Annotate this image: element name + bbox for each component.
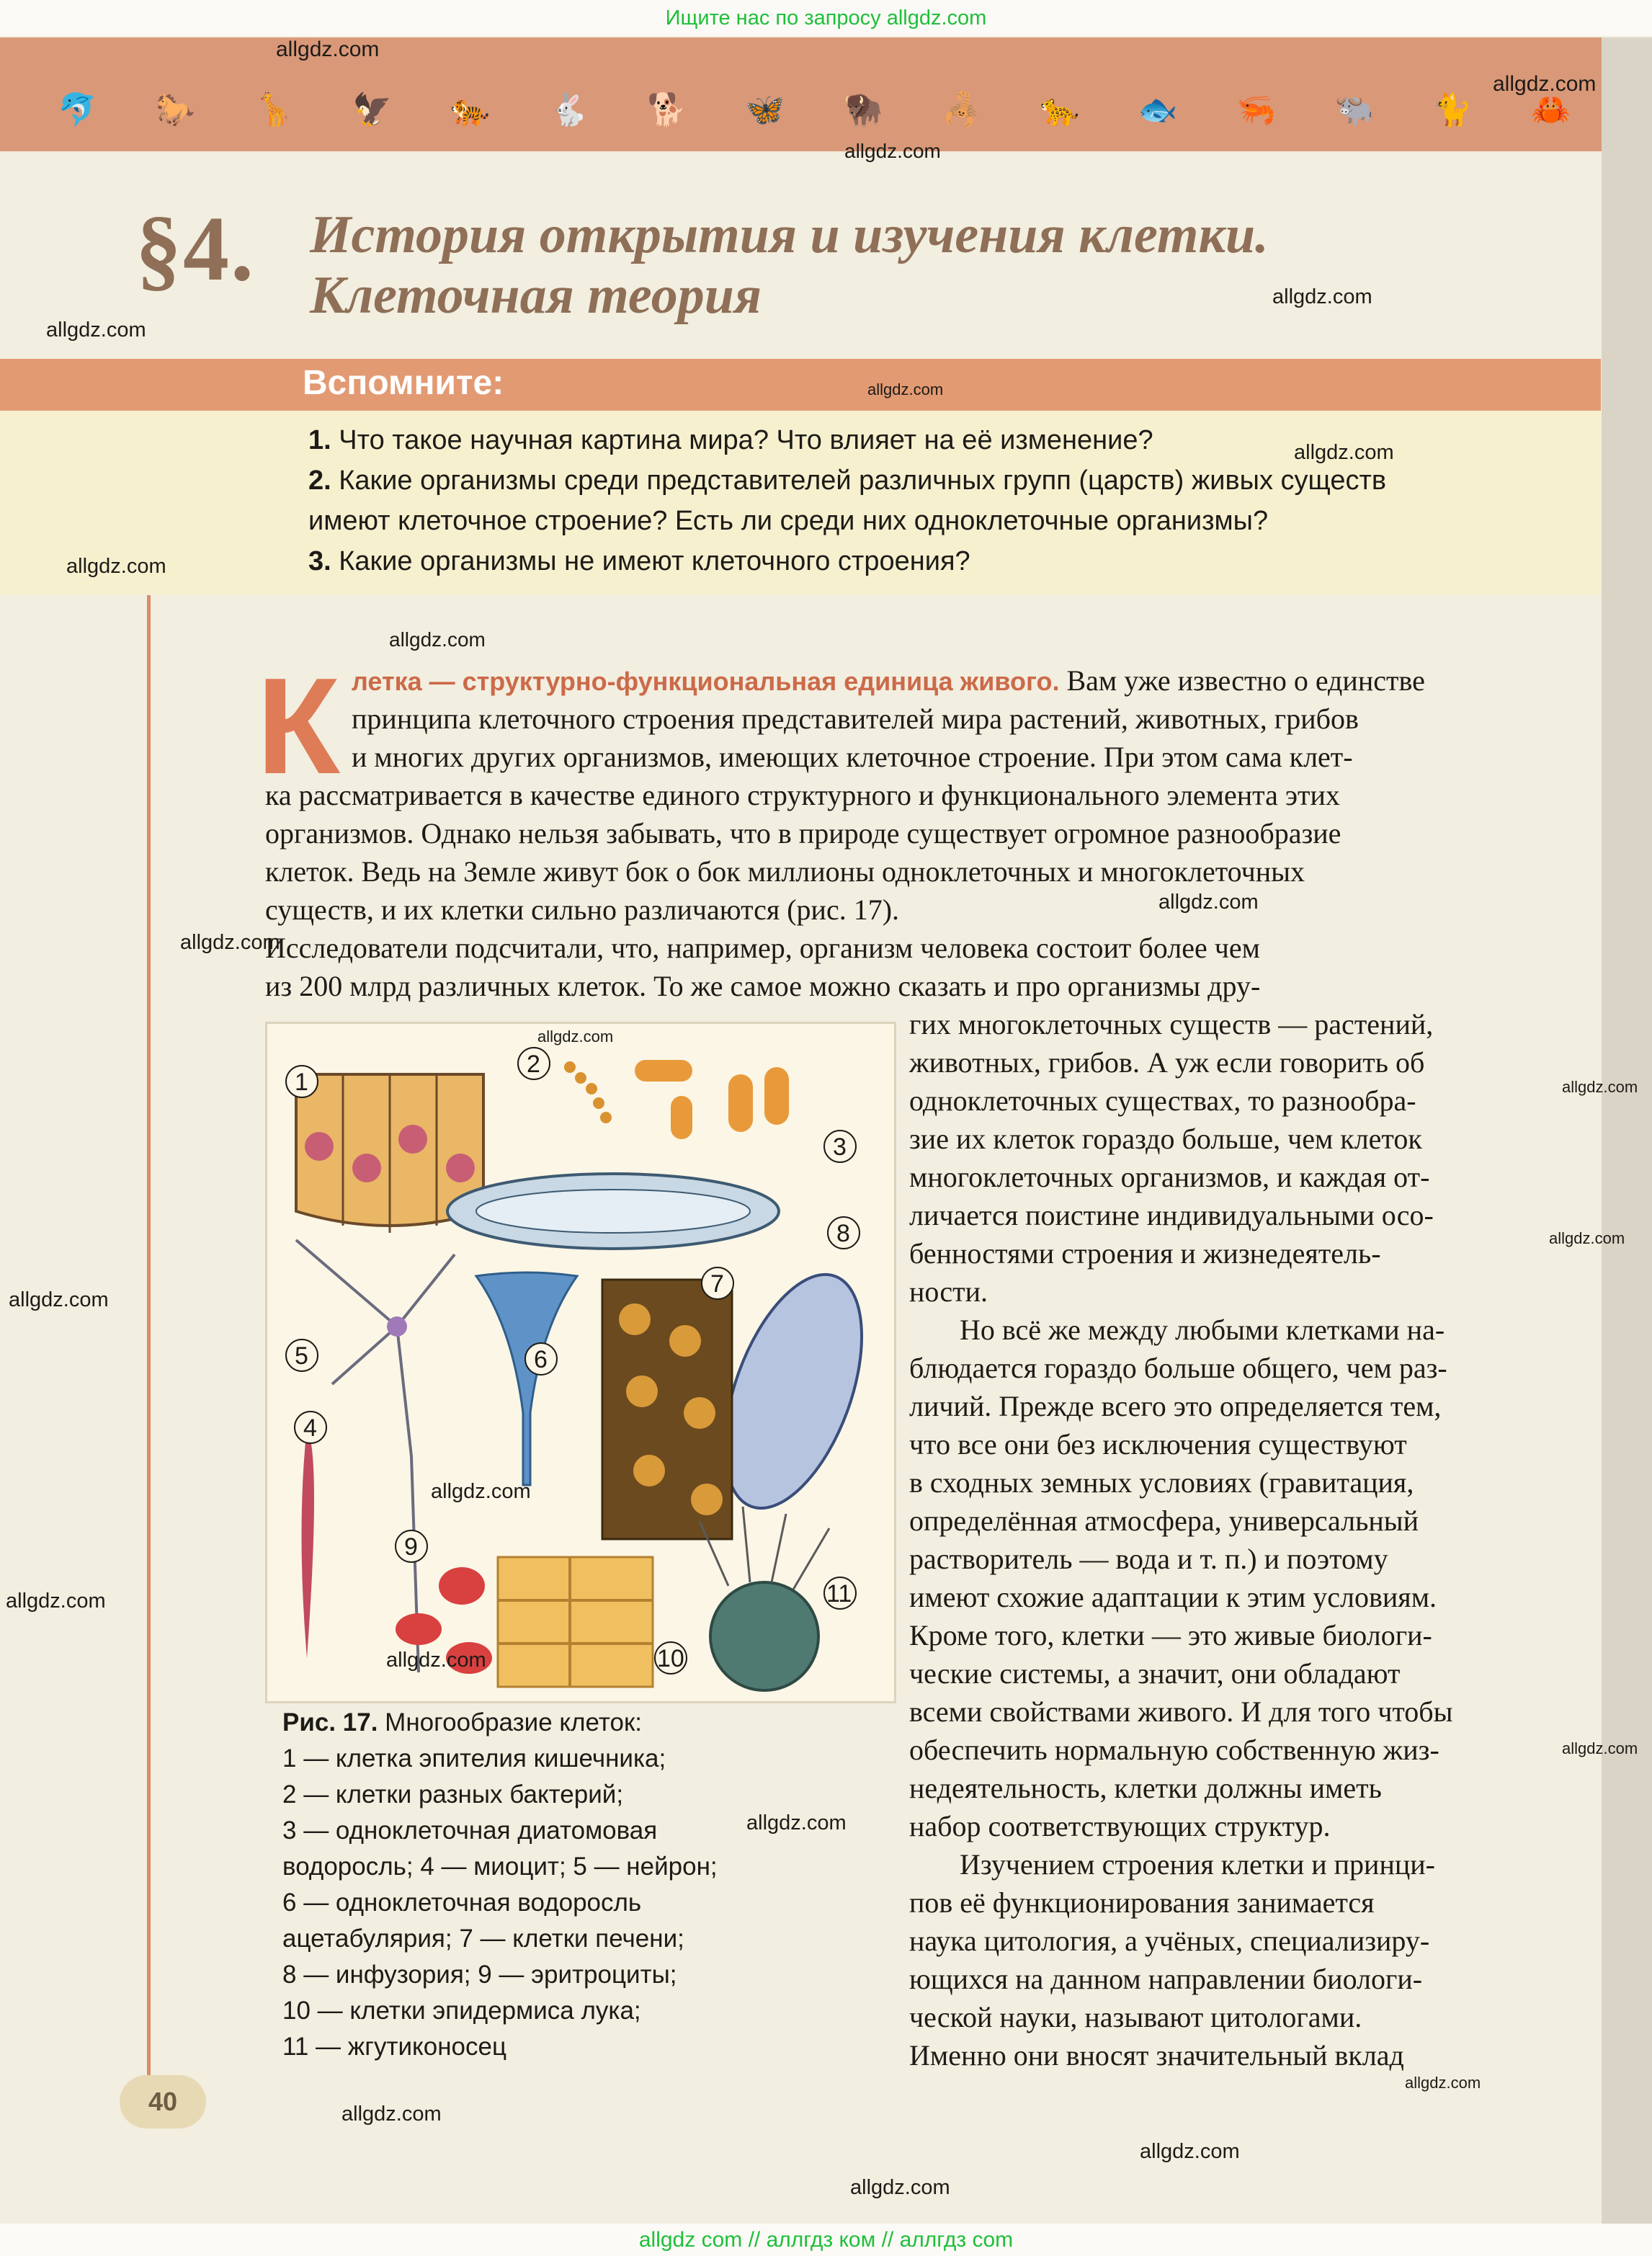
figure-caption — [282, 1705, 888, 2065]
remember-questions — [0, 411, 1601, 594]
decorative-band — [0, 37, 1652, 151]
section-number: §4. — [135, 197, 255, 300]
watermark: allgdz.com — [6, 1590, 106, 1613]
liver-cells — [602, 1280, 732, 1539]
caption-line: 3 — одноклеточная диатомовая — [282, 1816, 658, 1845]
question-item: 2. Какие организмы среди представителей различных групп (царств) живых существ — [308, 465, 1387, 496]
body-text-wide: ка рассматривается в качестве единого структурного и функционального элемента этих организмов. Однако нельзя забывать, что в природе существует огромное разнообразие клеток. Ведь на Земле живут бок о бок миллионы одноклеточных и многоклеточных существ, и их клетки сильно различаются (рис. 17). Исследователи подсчитали, что, например, организм человека состоит более чем из 200 млрд различных клеток. То же самое можно сказать и про организмы дру- — [265, 779, 1341, 1002]
watermark: allgdz.com — [1493, 72, 1597, 96]
caption-line: 11 — жгутиконосец — [282, 2033, 507, 2061]
cell-illustration — [267, 1024, 894, 1701]
watermark: allgdz.com — [1405, 2074, 1481, 2092]
lead-phrase: летка — структурно-функциональная единица живого. — [352, 666, 1060, 696]
watermark: allgdz.com — [431, 1480, 531, 1503]
caption-line: 8 — инфузория; 9 — эритроциты; — [282, 1961, 677, 1989]
watermark: allgdz.com — [1549, 1229, 1625, 1247]
watermark: allgdz.com — [746, 1811, 847, 1834]
animal-silhouettes: 🐬 🐎 🦒 🦅 🐅 🐇 🐕 🦋 🦬 🦂 🐆 🐟 🦐 🐃 🐈 🦀 — [58, 92, 1571, 128]
label-2: 2 — [527, 1051, 540, 1078]
label-10: 10 — [657, 1645, 684, 1672]
body-text-column: гих многоклеточных существ — растений, животных, грибов. А уж если говорить об одноклеточных существах, то разнообра- зие их клеток гораздо больше, чем клеток многоклеточных организмов, и каждая от- личается поистине индивидуальными осо- бенностями строения и жизнедеятель- ности. Но всё же между любыми клетками на- блюдается гораздо больше общего, чем раз- личий. Прежде всего это определяется тем, что все они без исключения существуют в сходных земных условиях (гравитация, определённая атмосфера, универсальный растворитель — вода и т. п.) и поэтому имеют схожие адаптации к этим условиям. Кроме того, клетки — это живые биологи- ческие системы, а значит, они обладают всеми свойствами живого. И для того чтобы обеспечить нормальную собственную жиз- недеятельность, клетки должны иметь набор соответствующих структур. Изучением строения клетки и принци- пов её функционирования занимается наука цитология, а учёных, специализиру- ющихся на данном направлении биологи- ческой науки, называют цитологами. Именно они вносят значительный вклад — [909, 1008, 1453, 2072]
page-number: 40 — [120, 2075, 206, 2128]
question-item: 1. Что такое научная картина мира? Что влияет на её изменение? — [308, 425, 1153, 455]
caption-title: Рис. 17. Многообразие клеток: — [282, 1708, 642, 1736]
margin-rule — [147, 595, 151, 2079]
watermark: allgdz.com — [537, 1027, 614, 1045]
caption-line: ацетабулярия; 7 — клетки печени; — [282, 1925, 684, 1953]
section-title-line-1: История открытия и изучения клетки. — [310, 205, 1269, 264]
watermark: allgdz.com — [180, 931, 280, 954]
bottom-banner: allgdz com // аллгдз ком // аллгдз com — [0, 2224, 1652, 2256]
drop-cap: К — [256, 650, 340, 803]
watermark: allgdz.com — [867, 380, 944, 398]
watermark: allgdz.com — [46, 318, 146, 342]
label-1: 1 — [295, 1069, 308, 1096]
remember-heading-bar — [0, 359, 1601, 411]
watermark: allgdz.com — [1140, 2140, 1240, 2163]
question-item: имеют клеточное строение? Есть ли среди них одноклеточные организмы? — [308, 506, 1269, 536]
question-item: 3. Какие организмы не имеют клеточного строения? — [308, 546, 970, 576]
label-3: 3 — [833, 1133, 847, 1161]
label-7: 7 — [710, 1270, 724, 1298]
neuron — [296, 1240, 455, 1672]
label-11: 11 — [826, 1580, 852, 1608]
watermark: allgdz.com — [341, 2103, 442, 2126]
watermark: allgdz.com — [1272, 285, 1372, 308]
top-banner: Ищите нас по запросу allgdz.com — [0, 0, 1652, 36]
caption-line: 1 — клетка эпителия кишечника; — [282, 1744, 666, 1773]
watermark: allgdz.com — [386, 1649, 486, 1672]
diatom — [447, 1174, 779, 1249]
remember-heading: Вспомните: — [303, 364, 504, 402]
body-text-top: принципа клеточного строения представителей мира растений, животных, грибов и многих других организмов, имеющих клеточное строение. При этом сама клет- — [352, 703, 1359, 773]
label-6: 6 — [534, 1346, 548, 1373]
caption-line: водоросль; 4 — миоцит; 5 — нейрон; — [282, 1852, 718, 1881]
page-edge — [1602, 37, 1652, 2256]
label-5: 5 — [295, 1342, 308, 1370]
watermark: allgdz.com — [9, 1288, 109, 1311]
watermark: allgdz.com — [1294, 441, 1394, 464]
caption-line: 2 — клетки разных бактерий; — [282, 1780, 624, 1809]
section-title — [310, 205, 1269, 326]
watermark: allgdz.com — [389, 628, 486, 651]
section-title-line-2: Клеточная теория — [310, 266, 762, 325]
label-4: 4 — [303, 1414, 317, 1442]
label-9: 9 — [404, 1533, 418, 1561]
label-8: 8 — [836, 1220, 850, 1247]
figure-17 — [265, 1022, 896, 1703]
watermark: allgdz.com — [844, 140, 941, 162]
watermark: allgdz.com — [66, 555, 166, 578]
watermark: allgdz.com — [276, 37, 380, 61]
myocyte — [302, 1427, 315, 1658]
bacteria-cells — [564, 1060, 789, 1139]
body-first-line: летка — структурно-функциональная единица живого. Вам уже известно о единстве — [352, 664, 1425, 697]
watermark: allgdz.com — [1562, 1739, 1638, 1757]
watermark: allgdz.com — [1158, 891, 1259, 914]
onion-epidermis — [498, 1557, 653, 1687]
caption-line: 6 — одноклеточная водоросль — [282, 1889, 642, 1917]
acetabularia — [476, 1272, 577, 1485]
watermark: allgdz.com — [850, 2176, 950, 2199]
watermark: allgdz.com — [1562, 1078, 1638, 1096]
caption-line: 10 — клетки эпидермиса лука; — [282, 1997, 641, 2025]
